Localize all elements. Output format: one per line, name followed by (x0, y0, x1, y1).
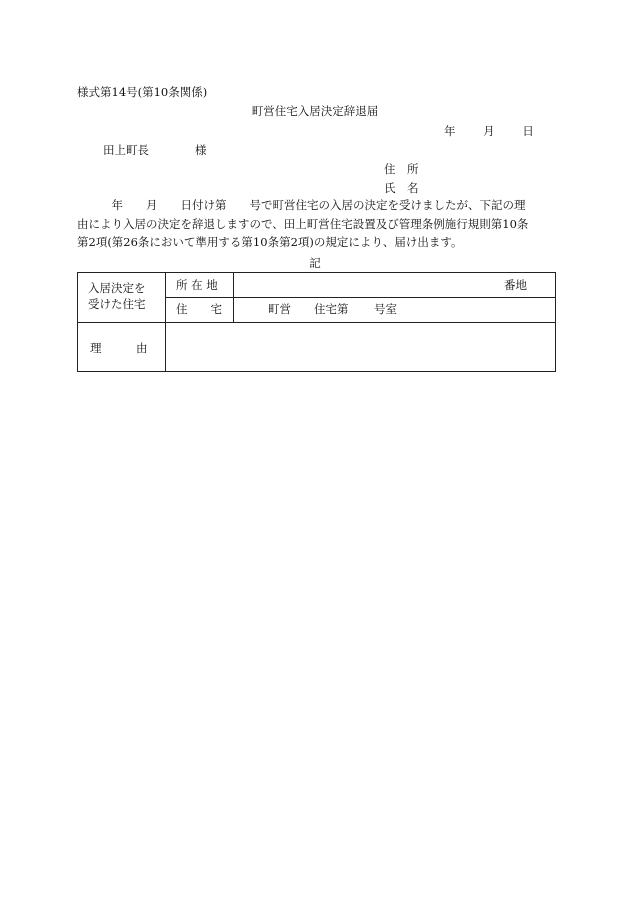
document-title: 町営住宅入居決定辞退届 (251, 104, 379, 118)
date-month-label: 月 (483, 124, 495, 138)
form-table (77, 272, 556, 372)
row-divider-2 (78, 322, 555, 323)
addressee (103, 142, 207, 158)
lot-suffix: 番地 (504, 278, 527, 292)
row-divider-1 (166, 297, 555, 298)
reason-label: 理 由 (90, 341, 148, 355)
applicant-name-label: 氏 名 (384, 181, 419, 195)
body-line-1: 年 月 日付け第 号で町営住宅の入居の決定を受けましたが、下記の理 (77, 198, 526, 212)
ki-heading: 記 (309, 256, 321, 270)
body-line-2: 由により入居の決定を辞退しますので、田上町営住宅設置及び管理条例施行規則第10条 (77, 216, 529, 231)
date-year-label: 年 (444, 124, 456, 138)
date-line (444, 123, 534, 139)
form-number: 様式第14号(第10条関係) (77, 85, 208, 99)
house-value-town: 町営 (268, 302, 291, 316)
body-text (77, 196, 557, 252)
housing-label-line1: 入居決定を (88, 281, 146, 295)
housing-label-line2: 受けた住宅 (88, 297, 146, 311)
addressee-honorific: 様 (195, 143, 207, 157)
applicant-address-label: 住 所 (384, 162, 419, 176)
body-line-3: 第2項(第26条において準用する第10条第2項)の規定により、届け出ます。 (77, 235, 463, 249)
house-value-number: 住宅第 (314, 302, 349, 316)
reason-field[interactable] (168, 324, 553, 370)
house-label: 住 宅 (176, 302, 222, 316)
location-label: 所 在 地 (176, 278, 218, 292)
location-field[interactable] (236, 273, 531, 297)
date-day-label: 日 (522, 124, 534, 138)
house-value-room: 号室 (374, 302, 397, 316)
addressee-name: 田上町長 (103, 143, 149, 157)
